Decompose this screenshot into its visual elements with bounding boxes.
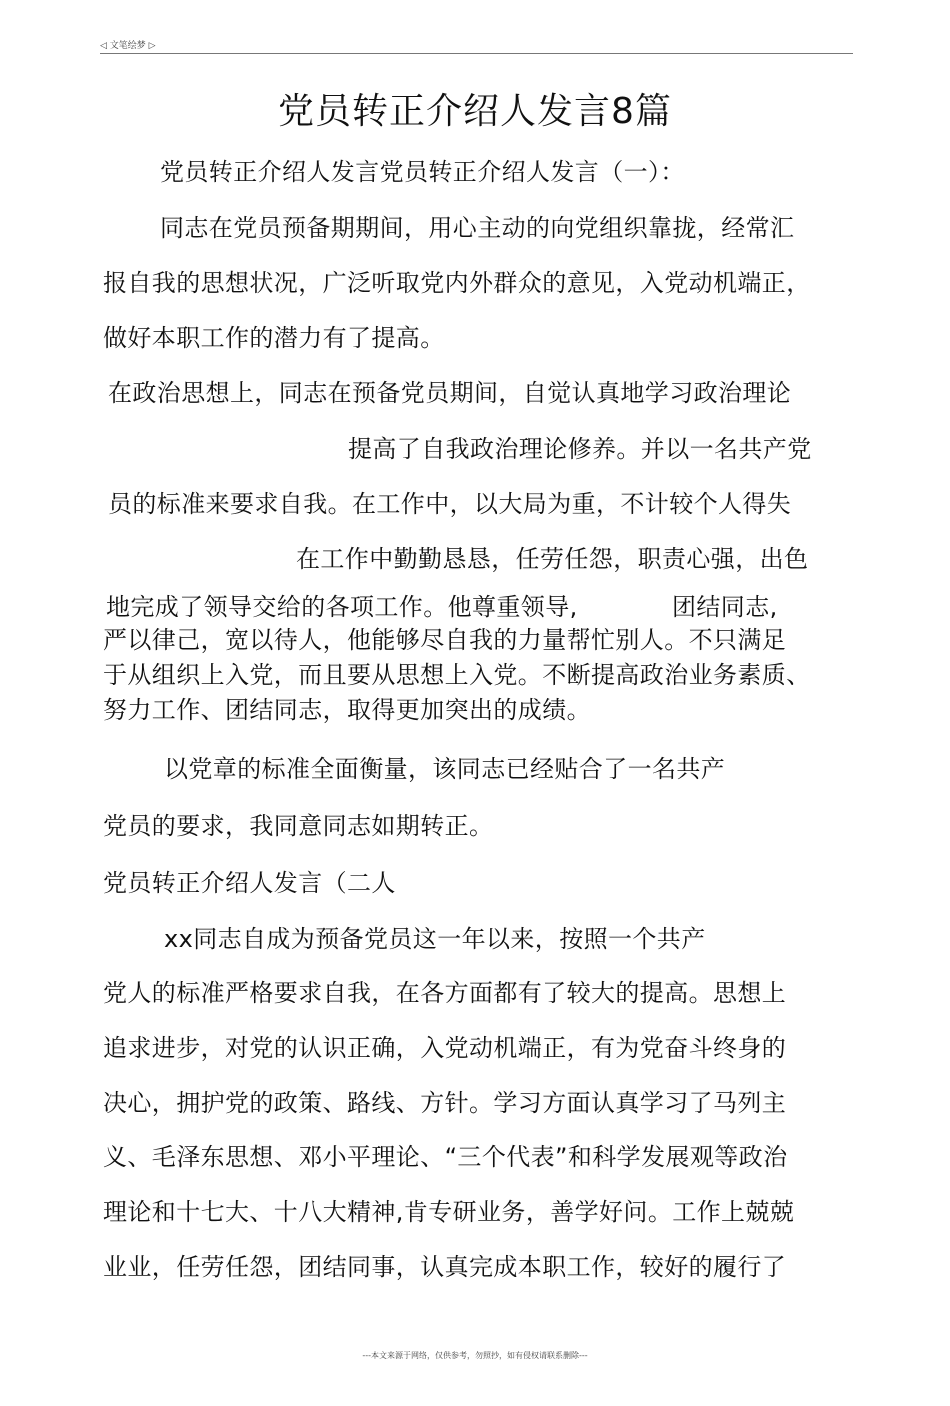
text-line: 员的标准来要求自我。在工作中，以大局为重，不计较个人得失 — [108, 490, 792, 518]
text-line: 报自我的思想状况，广泛听取党内外群众的意见，入党动机端正， — [103, 269, 811, 297]
text-line: 在政治思想上，同志在预备党员期间，自觉认真地学习政治理论 — [108, 379, 792, 407]
text-line: 于从组织上入党，而且要从思想上入党。不断提高政治业务素质、 — [103, 661, 811, 689]
page-header: ◁ 文笔绘梦 ▷ — [100, 41, 156, 51]
text-line: 在工作中勤勤恳恳，任劳任怨，职责心强，出色 — [296, 545, 809, 573]
document-title: 党员转正介绍人发言8篇 — [278, 91, 672, 132]
text-line: 业业，任劳任怨，团结同事，认真完成本职工作，较好的履行了 — [103, 1253, 787, 1281]
text-line: 党人的标准严格要求自我，在各方面都有了较大的提高。思想上 — [103, 979, 787, 1007]
section-heading: 党员转正介绍人发言（二人 — [103, 869, 396, 897]
text-line: 提高了自我政治理论修养。并以一名共产党 — [348, 435, 812, 463]
text-line: 以党章的标准全面衡量，该同志已经贴合了一名共产 — [164, 755, 726, 783]
text-line: 理论和十七大、十八大精神,肯专研业务，善学好问。工作上兢兢 — [103, 1198, 795, 1226]
text-line: 做好本职工作的潜力有了提高。 — [103, 324, 445, 352]
text-line: 团结同志, — [672, 593, 778, 621]
text-line: 同志在党员预备期期间，用心主动的向党组织靠拢，经常汇 — [160, 214, 795, 242]
text-line: 义、毛泽东思想、邓小平理论、“三个代表”和科学发展观等政治 — [103, 1143, 788, 1171]
text-line: 严以律己，宽以待人，他能够尽自我的力量帮忙别人。不只满足 — [103, 626, 787, 654]
header-rule — [100, 53, 853, 54]
text-line: 追求进步，对党的认识正确，入党动机端正，有为党奋斗终身的 — [103, 1034, 787, 1062]
text-line: 努力工作、团结同志，取得更加突出的成绩。 — [103, 696, 591, 724]
page-footer: ---本文来源于网络，仅供参考，勿照抄，如有侵权请联系删除--- — [362, 1351, 588, 1360]
text-line: 党员转正介绍人发言党员转正介绍人发言（一）： — [160, 158, 685, 186]
text-line: 决心，拥护党的政策、路线、方针。学习方面认真学习了马列主 — [103, 1089, 787, 1117]
text-line: 党员的要求，我同意同志如期转正。 — [103, 812, 494, 840]
text-line: xx同志自成为预备党员这一年以来，按照一个共产 — [164, 925, 706, 953]
text-line: 地完成了领导交给的各项工作。他尊重领导, — [106, 593, 578, 621]
